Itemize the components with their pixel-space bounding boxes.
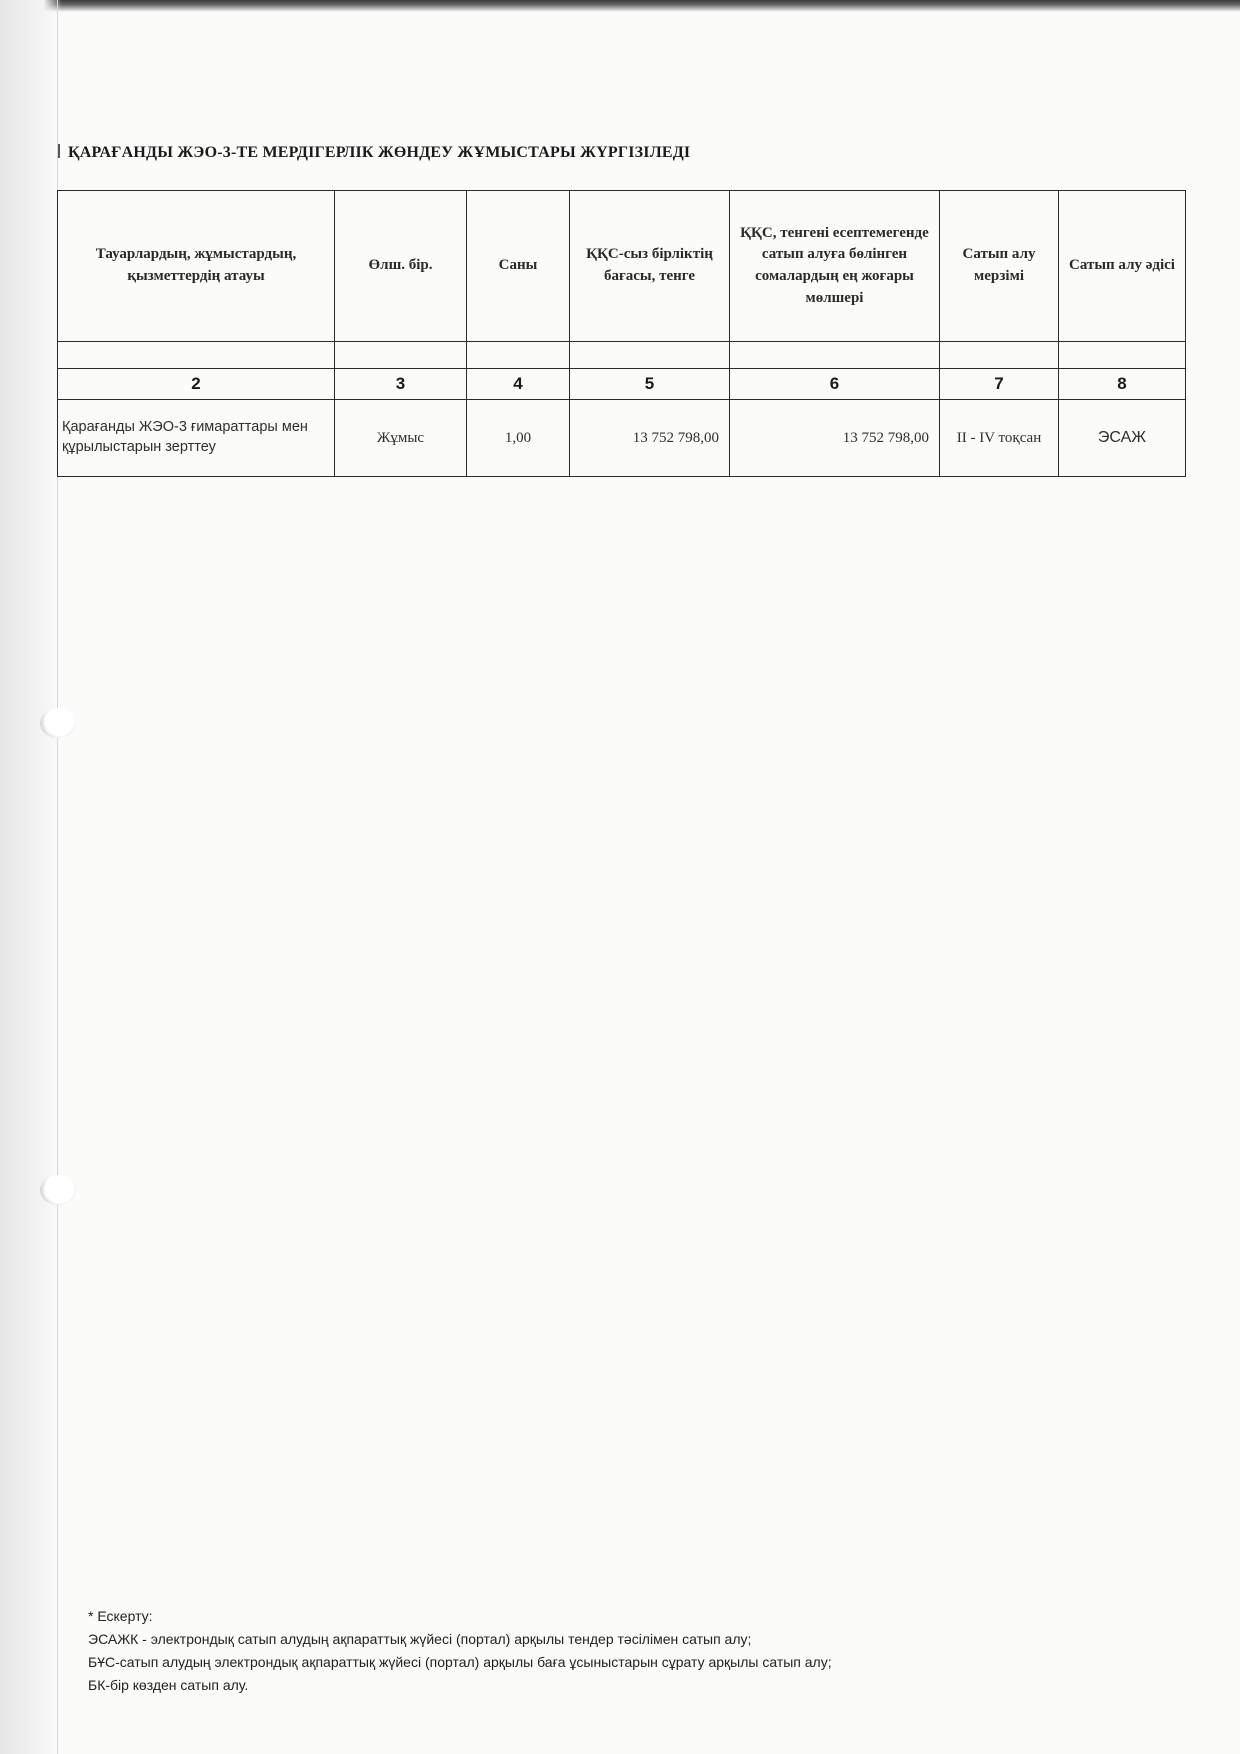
- spacer-cell: [940, 342, 1059, 369]
- spacer-cell: [1059, 342, 1186, 369]
- spacer-cell: [467, 342, 570, 369]
- header-period: Сатып алу мерзімі: [940, 191, 1059, 342]
- column-number: 6: [730, 369, 940, 400]
- punch-hole-upper: [40, 708, 76, 738]
- scan-left-margin: [0, 0, 62, 1754]
- title-margin-mark: [58, 144, 60, 158]
- cell-method: ЭСАЖ: [1059, 400, 1186, 477]
- spacer-cell: [570, 342, 730, 369]
- header-quantity: Саны: [467, 191, 570, 342]
- header-max-amount: ҚҚС, тенгені есептемегенде сатып алуға бөлінген сомалардың ең жоғары мөлшері: [730, 191, 940, 342]
- spacer-cell: [730, 342, 940, 369]
- spacer-cell: [58, 342, 335, 369]
- document-title-text: ҚАРАҒАНДЫ ЖЭО-3-ТЕ МЕРДІГЕРЛІК ЖӨНДЕУ ЖҰМЫСТАРЫ ЖҮРГІЗІЛЕДІ: [68, 144, 691, 161]
- table-row: [58, 400, 1186, 477]
- cell-period: II - IV тоқсан: [940, 400, 1059, 477]
- column-number: 3: [335, 369, 467, 400]
- column-number: 7: [940, 369, 1059, 400]
- cell-max-amount: 13 752 798,00: [730, 400, 940, 477]
- column-number: 8: [1059, 369, 1186, 400]
- footnote-heading: * Ескерту:: [88, 1608, 153, 1624]
- cell-unit: Жұмыс: [335, 400, 467, 477]
- column-number: 2: [58, 369, 335, 400]
- column-number: 5: [570, 369, 730, 400]
- footnote-line: ЭСАЖК - электрондық сатып алудың ақпараттық жүйесі (портал) арқылы тендер тәсілімен сатып алу;: [88, 1631, 752, 1647]
- footnote-line: БҰС-сатып алудың электрондық ақпараттық жүйесі (портал) арқылы баға ұсыныстарын сұрату арқылы сатып алу;: [88, 1654, 832, 1670]
- cell-unit-price: 13 752 798,00: [570, 400, 730, 477]
- procurement-table: [57, 190, 1186, 477]
- cell-quantity: 1,00: [467, 400, 570, 477]
- header-item-name: Тауарлардың, жұмыстардың, қызметтердің атауы: [58, 191, 335, 342]
- punch-hole-lower: [40, 1175, 76, 1205]
- table-header-row: [58, 191, 1186, 342]
- cell-item-name: Қарағанды ЖЭО-3 ғимараттары мен құрылыстарын зерттеу: [58, 400, 335, 477]
- header-unit-price: ҚҚС-сыз бірліктің бағасы, тенге: [570, 191, 730, 342]
- document-title: [58, 144, 690, 162]
- column-number: 4: [467, 369, 570, 400]
- column-number-row: [58, 369, 1186, 400]
- header-method: Сатып алу әдісі: [1059, 191, 1186, 342]
- scan-top-edge: [0, 0, 1240, 12]
- spacer-cell: [335, 342, 467, 369]
- header-unit: Өлш. бір.: [335, 191, 467, 342]
- footnote: [88, 1605, 832, 1697]
- table-spacer-row: [58, 342, 1186, 369]
- footnote-line: БК-бір көзден сатып алу.: [88, 1677, 249, 1693]
